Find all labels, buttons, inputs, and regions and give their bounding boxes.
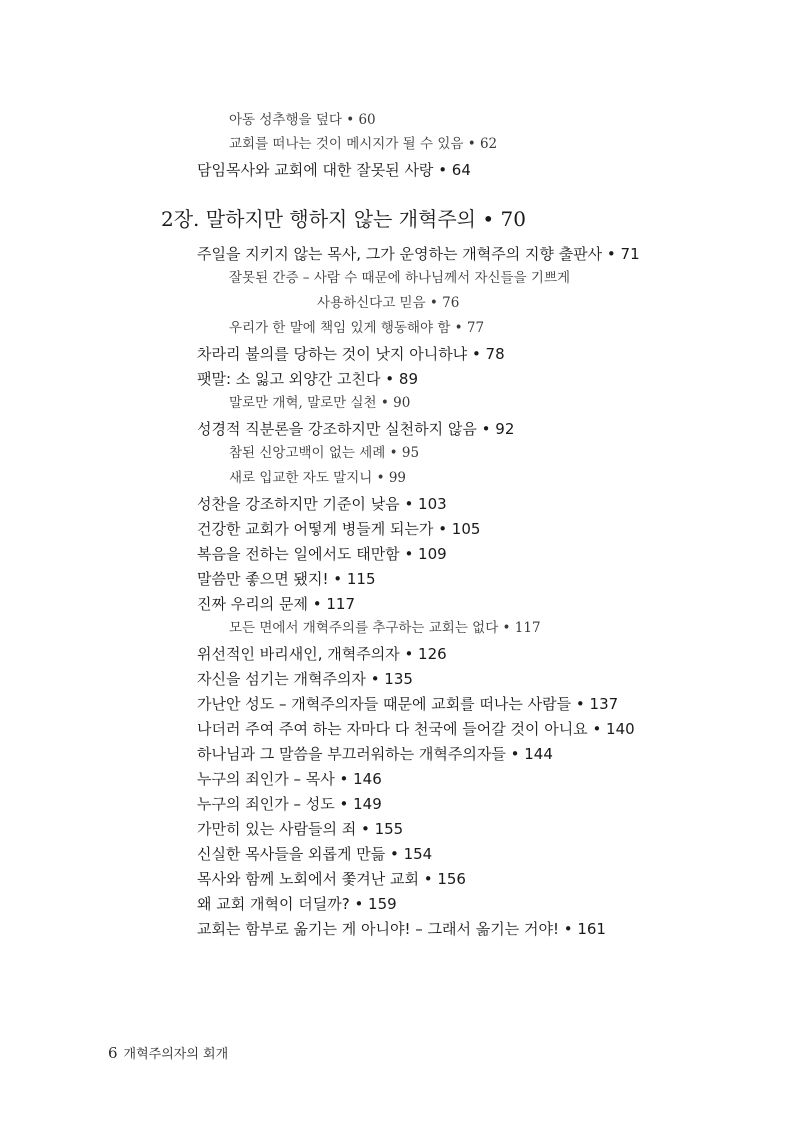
toc-entry: 복음을 전하는 일에서도 태만함 • 109	[197, 545, 447, 563]
toc-entry: 팻말: 소 잃고 외양간 고친다 • 89	[197, 370, 418, 388]
toc-entry: 신실한 목사들을 외롭게 만듦 • 154	[197, 845, 433, 863]
toc-entry: 우리가 한 말에 책임 있게 행동해야 함 • 77	[229, 320, 485, 336]
toc-entry: 말로만 개혁, 말로만 실천 • 90	[229, 395, 411, 411]
toc-entry: 하나님과 그 말씀을 부끄러워하는 개혁주의자들 • 144	[197, 745, 553, 763]
toc-entry: 성경적 직분론을 강조하지만 실천하지 않음 • 92	[197, 420, 515, 438]
toc-entry: 교회를 떠나는 것이 메시지가 될 수 있음 • 62	[229, 136, 498, 152]
toc-entry: 건강한 교회가 어떻게 병들게 되는가 • 105	[197, 520, 481, 538]
toc-entry: 참된 신앙고백이 없는 세례 • 95	[229, 445, 420, 461]
toc-entry: 누구의 죄인가 – 성도 • 149	[197, 795, 382, 813]
toc-entry: 자신을 섬기는 개혁주의자 • 135	[197, 670, 413, 688]
chapter-heading: 2장. 말하지만 행하지 않는 개혁주의 • 70	[161, 207, 526, 231]
toc-entry: 위선적인 바리새인, 개혁주의자 • 126	[197, 645, 447, 663]
toc-entry: 목사와 함께 노회에서 쫓겨난 교회 • 156	[197, 870, 466, 888]
toc-entry: 주일을 지키지 않는 목사, 그가 운영하는 개혁주의 지향 출판사 • 71	[197, 245, 640, 263]
book-title: 개혁주의자의 회개	[123, 1047, 229, 1062]
toc-entry: 성찬을 강조하지만 기준이 낮음 • 103	[197, 495, 447, 513]
toc-entry: 나더러 주여 주여 하는 자마다 다 천국에 들어갈 것이 아니요 • 140	[197, 720, 635, 738]
toc-entry: 왜 교회 개혁이 더딜까? • 159	[197, 895, 397, 913]
toc-entry: 차라리 불의를 당하는 것이 낫지 아니하냐 • 78	[197, 345, 505, 363]
toc-entry: 누구의 죄인가 – 목사 • 146	[197, 770, 382, 788]
toc-entry: 교회는 함부로 옮기는 게 아니야! – 그래서 옮기는 거야! • 161	[197, 920, 606, 938]
toc-entry: 말씀만 좋으면 됐지! • 115	[197, 570, 376, 588]
toc-entry: 담임목사와 교회에 대한 잘못된 사랑 • 64	[197, 161, 471, 179]
toc-entry: 잘못된 간증 – 사람 수 때문에 하나님께서 자신들을 기쁘게	[229, 270, 571, 286]
toc-entry: 진짜 우리의 문제 • 117	[197, 595, 355, 613]
toc-entry: 새로 입교한 자도 말지니 • 99	[229, 470, 407, 486]
toc-entry: 아동 성추행을 덮다 • 60	[229, 112, 376, 128]
toc-entry-continued: 사용하신다고 믿음 • 76	[317, 295, 460, 311]
page-footer	[108, 1043, 228, 1062]
toc-entry: 가난안 성도 – 개혁주의자들 때문에 교회를 떠나는 사람들 • 137	[197, 695, 619, 713]
page-number: 6	[108, 1044, 118, 1062]
toc-entry: 모든 면에서 개혁주의를 추구하는 교회는 없다 • 117	[229, 620, 541, 636]
toc-entry: 가만히 있는 사람들의 죄 • 155	[197, 820, 404, 838]
